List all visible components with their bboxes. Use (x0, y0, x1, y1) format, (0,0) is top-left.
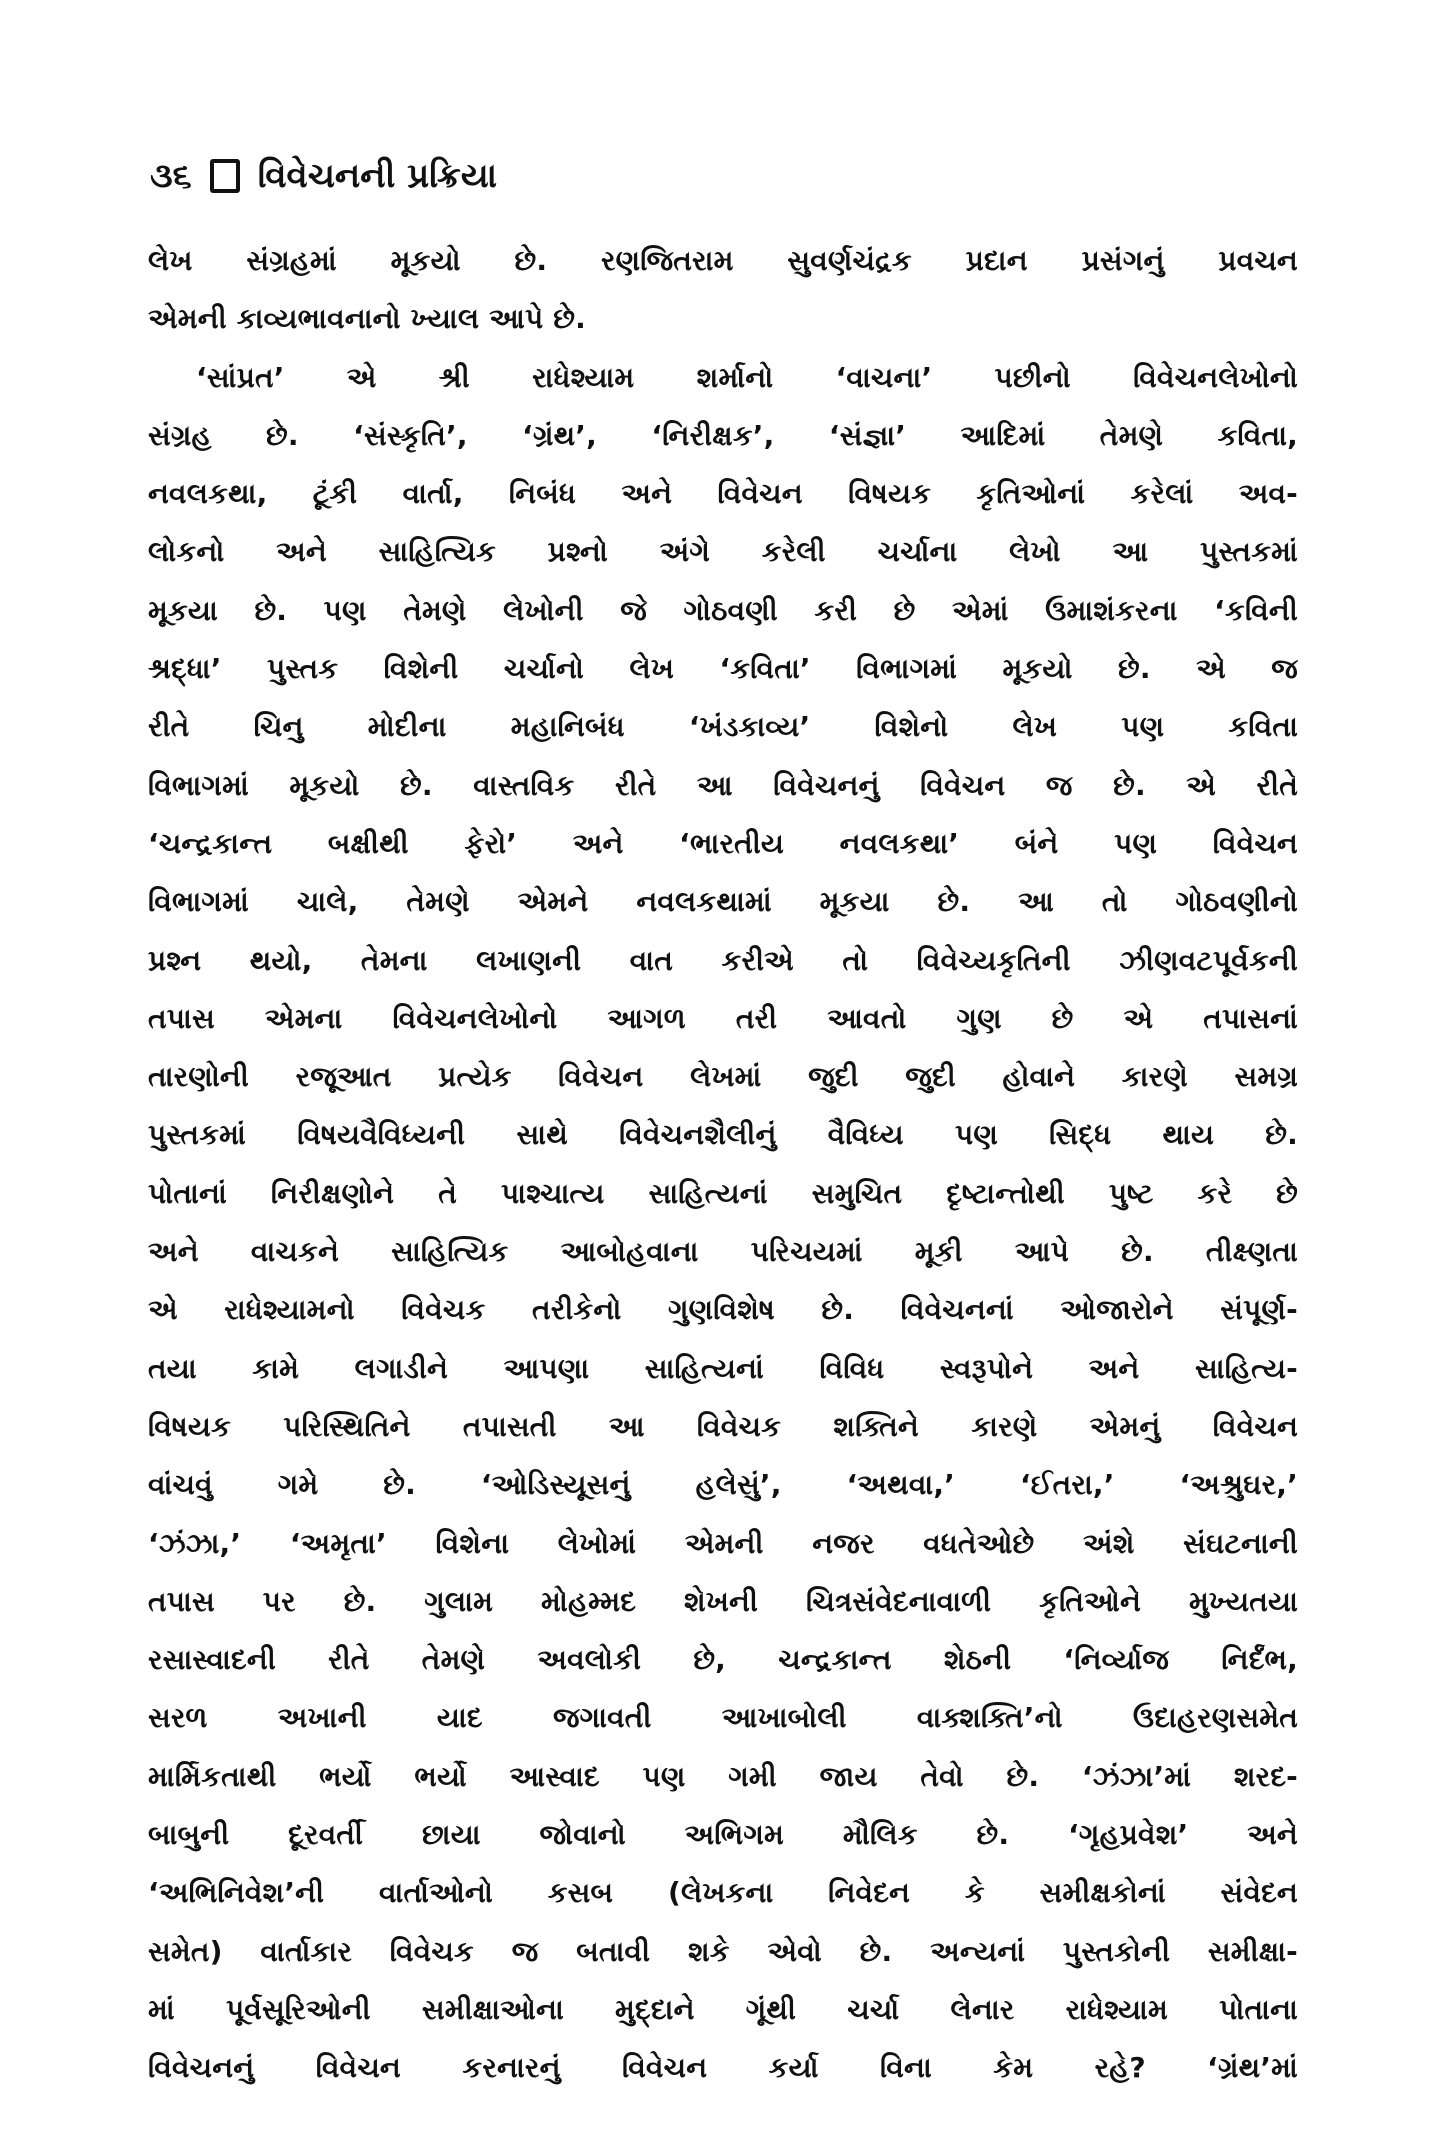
text-line: લોકનો અને સાહિત્યિક પ્રશ્નો અંગે કરેલી ચર્ચાના લેખો આ પુસ્તકમાં (148, 535, 1298, 569)
text-line: નવલકથા, ટૂંકી વાર્તા, નિબંધ અને વિવેચન વિષયક કૃતિઓનાં કરેલાં અવ- (148, 477, 1298, 511)
text-line: સરળ અખાની યાદ જગાવતી આખાબોલી વાક્શક્તિ’નો ઉદાહરણસમેત (148, 1701, 1298, 1735)
text-line: પ્રશ્ન થયો, તેમના લખાણની વાત કરીએ તો વિવેચ્યકૃતિની ઝીણવટપૂર્વકની (148, 943, 1298, 977)
text-line: વિવેચનનું વિવેચન કરનારનું વિવેચન કર્યા વિના કેમ રહે? ‘ગ્રંથ’માં (148, 2051, 1298, 2085)
text-line: માં પૂર્વસૂરિઓની સમીક્ષાઓના મુદ્દાને ગૂંથી ચર્ચા લેનાર રાધેશ્યામ પોતાના (148, 1992, 1298, 2026)
body-text (148, 232, 1298, 2098)
text-line: વાંચવું ગમે છે. ‘ઓડિસ્યૂસનું હલેસું’, ‘અથવા,’ ‘ઈતરા,’ ‘અશ્રુઘર,’ (148, 1468, 1298, 1502)
text-line: પુસ્તકમાં વિષયવૈવિધ્યની સાથે વિવેચનશૈલીનું વૈવિધ્ય પણ સિદ્ધ થાય છે. (148, 1118, 1298, 1152)
text-line: તપાસ એમના વિવેચનલેખોનો આગળ તરી આવતો ગુણ છે એ તપાસનાં (148, 1001, 1298, 1035)
text-line: એમની કાવ્યભાવનાનો ખ્યાલ આપે છે. (148, 302, 586, 336)
text-line: તપાસ પર છે. ગુલામ મોહમ્મદ શેખની ચિત્રસંવેદનાવાળી કૃતિઓને મુખ્યતયા (148, 1584, 1298, 1618)
text-line: સમેત) વાર્તાકાર વિવેચક જ બતાવી શકે એવો છે. અન્યનાં પુસ્તકોની સમીક્ષા- (148, 1934, 1298, 1968)
text-line: વિભાગમાં મૂકયો છે. વાસ્તવિક રીતે આ વિવેચનનું વિવેચન જ છે. એ રીતે (148, 768, 1298, 802)
page-header (150, 148, 497, 204)
text-line: વિષયક પરિસ્થિતિને તપાસતી આ વિવેચક શક્તિને કારણે એમનું વિવેચન (148, 1409, 1298, 1443)
text-line: એ રાધેશ્યામનો વિવેચક તરીકેનો ગુણવિશેષ છે. વિવેચનનાં ઓજારોને સંપૂર્ણ- (148, 1293, 1298, 1327)
text-line: ‘સાંપ્રત’ એ શ્રી રાધેશ્યામ શર્માનો ‘વાચના’ પછીનો વિવેચનલેખોનો (196, 360, 1298, 394)
text-line: બાબુની દૂરવર્તી છાયા જોવાનો અભિગમ મૌલિક છે. ‘ગૃહપ્રવેશ’ અને (148, 1818, 1298, 1852)
text-line: ‘ચન્દ્રકાન્ત બક્ષીથી ફેરો’ અને ‘ભારતીય નવલકથા’ બંને પણ વિવેચન (148, 826, 1298, 860)
running-title: વિવેચનની પ્રક્રિયા (257, 156, 498, 196)
text-line: લેખ સંગ્રહમાં મૂકયો છે. રણજિતરામ સુવર્ણચંદ્રક પ્રદાન પ્રસંગનું પ્રવચન (148, 244, 1298, 277)
header-box-ornament (210, 159, 240, 193)
text-line: વિભાગમાં ચાલે, તેમણે એમને નવલકથામાં મૂકયા છે. આ તો ગોઠવણીનો (148, 885, 1298, 919)
text-line: સંગ્રહ છે. ‘સંસ્કૃતિ’, ‘ગ્રંથ’, ‘નિરીક્ષક’, ‘સંજ્ઞા’ આદિમાં તેમણે કવિતા, (148, 418, 1298, 452)
text-line: તારણોની રજૂઆત પ્રત્યેક વિવેચન લેખમાં જુદી જુદી હોવાને કારણે સમગ્ર (148, 1060, 1298, 1094)
text-line: તયા કામે લગાડીને આપણા સાહિત્યનાં વિવિધ સ્વરૂપોને અને સાહિત્ય- (148, 1351, 1298, 1385)
text-line: અને વાચકને સાહિત્યિક આબોહવાના પરિચયમાં મૂકી આપે છે. તીક્ષ્ણતા (148, 1235, 1298, 1269)
text-line: માર્મિકતાથી ભર્યો ભર્યો આસ્વાદ પણ ગમી જાય તેવો છે. ‘ઝંઝા’માં શરદ- (148, 1759, 1298, 1793)
page-number: ૩૬ (150, 156, 192, 196)
text-line: રીતે ચિનુ મોદીના મહાનિબંધ ‘ખંડકાવ્ય’ વિશેનો લેખ પણ કવિતા (148, 710, 1298, 744)
text-line: ‘ઝંઝા,’ ‘અમૃતા’ વિશેના લેખોમાં એમની નજર વધતેઓછે અંશે સંઘટનાની (148, 1526, 1298, 1560)
text-line: શ્રદ્ધા’ પુસ્તક વિશેની ચર્ચાનો લેખ ‘કવિતા’ વિભાગમાં મૂકયો છે. એ જ (148, 652, 1298, 686)
text-line: રસાસ્વાદની રીતે તેમણે અવલોકી છે, ચન્દ્રકાન્ત શેઠની ‘નિર્વ્યાજ નિર્દંભ, (148, 1643, 1298, 1677)
text-line: પોતાનાં નિરીક્ષણોને તે પાશ્ચાત્ય સાહિત્યનાં સમુચિત દૃષ્ટાન્તોથી પુષ્ટ કરે છે (148, 1176, 1298, 1210)
text-line: ‘અભિનિવેશ’ની વાર્તાઓનો કસબ (લેખકના નિવેદન કે સમીક્ષકોનાં સંવેદન (148, 1876, 1298, 1910)
text-line: મૂકયા છે. પણ તેમણે લેખોની જે ગોઠવણી કરી છે એમાં ઉમાશંકરના ‘કવિની (148, 593, 1298, 627)
